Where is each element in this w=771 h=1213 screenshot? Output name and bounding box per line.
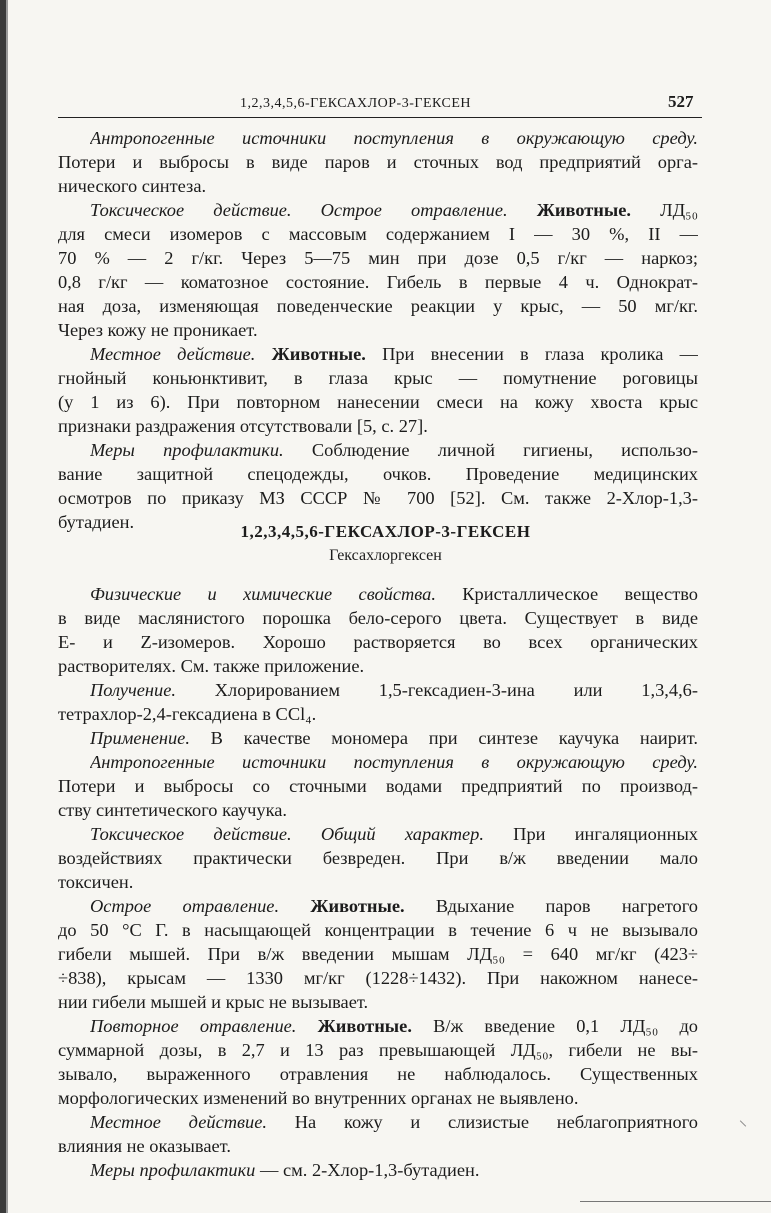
entry-synonym: Гексахлоргексен: [329, 547, 442, 564]
label-anthropogenic-sources: Антропогенные источники поступления в окружающую среду.: [90, 752, 698, 772]
text-line: тетрахлор-2,4-гексадиена в CCl₄.: [58, 704, 317, 724]
paragraph-local-action-2: [90, 1110, 698, 1134]
text-run: — см. 2-Хлор-1,3-бутадиен.: [255, 1160, 480, 1180]
label-acute-poisoning: Острое отравление.: [90, 896, 280, 916]
running-header-title: 1,2,3,4,5,6-ГЕКСАХЛОР-3-ГЕКСЕН: [240, 96, 472, 111]
page-number: 527: [668, 92, 694, 111]
text-run: Вдыхание паров нагретого: [404, 896, 698, 916]
paragraph-preparation: [90, 678, 698, 702]
text-line: бутадиен.: [58, 512, 135, 532]
header-rule: [58, 117, 702, 118]
text-run: В качестве мономера при синтезе каучука наирит.: [189, 728, 698, 748]
text-line: осмотров по приказу МЗ СССР № 700 [52]. См. также 2-Хлор-1,3-: [58, 488, 698, 508]
label-toxic-general: Токсическое действие. Общий характер.: [90, 824, 484, 844]
paragraph-repeated-poisoning: [90, 1014, 698, 1038]
text-line: растворителях. См. также приложение.: [58, 656, 365, 676]
label-toxic-action: Токсическое действие. Острое отравление.: [90, 200, 508, 220]
label-anthropogenic-sources: Антропогенные источники поступления в окружающую среду.: [90, 128, 698, 148]
text-run: Соблюдение личной гигиены, использо-: [283, 440, 698, 460]
text-line: зывало, выраженного отравления не наблюдалось. Существенных: [58, 1064, 698, 1084]
text-line: в виде маслянистого порошка бело-серого цвета. Существует в виде: [58, 608, 698, 628]
text-line: Потери и выбросы в виде паров и сточных вод предприятий орга-: [58, 152, 698, 172]
text-run: Хлорированием 1,5-гексадиен-3-ина или 1,3,4,6-: [175, 680, 698, 700]
text-line: Через кожу не проникает.: [58, 320, 258, 340]
paragraph-prevention-2: [90, 1158, 698, 1182]
text-line: гибели мышей. При в/ж введении мышам ЛД₅₀ = 640 мг/кг (423÷: [58, 944, 698, 964]
text-line: (у 1 из 6). При повторном нанесении смеси на кожу хвоста крыс: [58, 392, 698, 412]
paragraph-toxic-action: [90, 198, 698, 222]
label-animals: Животные.: [310, 896, 405, 916]
text-line: E- и Z-изомеров. Хорошо растворяется во всех органических: [58, 632, 698, 652]
text-line: 70 % — 2 г/кг. Через 5—75 мин при дозе 0,5 г/кг — наркоз;: [58, 248, 698, 268]
text-line: суммарной дозы, в 2,7 и 13 раз превышающей ЛД₅₀, гибели не вы-: [58, 1040, 698, 1060]
paragraph-toxic-general: [90, 822, 698, 846]
text-run: При ингаляционных: [483, 824, 698, 844]
label-local-action: Местное действие.: [90, 344, 256, 364]
page-binding-shadow: [6, 0, 8, 1213]
text-line: до 50 °C Г. в насыщающей концентрации в течение 6 ч не вызывало: [58, 920, 698, 940]
paragraph-acute-poisoning: [90, 894, 698, 918]
text-line: ству синтетического каучука.: [58, 800, 288, 820]
label-repeated-poisoning: Повторное отравление.: [90, 1016, 297, 1036]
text-line: нии гибели мышей и крыс не вызывает.: [58, 992, 369, 1012]
label-application: Применение.: [90, 728, 190, 748]
text-line: для смеси изомеров с массовым содержанием I — 30 %, II —: [58, 224, 698, 244]
text-line: ная доза, изменяющая поведенческие реакции у крыс, — 50 мг/кг.: [58, 296, 698, 316]
text-line: воздействиях практически безвреден. При в/ж введении мало: [58, 848, 698, 868]
bottom-edge-line: [580, 1201, 771, 1202]
paragraph-application: [90, 726, 698, 750]
paragraph-local-action: [90, 342, 698, 366]
text-line: Потери и выбросы со сточными водами предприятий по производ-: [58, 776, 698, 796]
text-line: нического синтеза.: [58, 176, 207, 196]
label-physical-properties: Физические и химические свойства.: [90, 584, 436, 604]
paragraph-physical-properties: [90, 582, 698, 606]
paragraph-anthropogenic-sources-2: [90, 750, 698, 774]
label-local-action: Местное действие.: [90, 1112, 267, 1132]
paragraph-anthropogenic-sources: [90, 126, 698, 150]
scan-mark: [740, 1120, 746, 1126]
label-preparation: Получение.: [90, 680, 176, 700]
text-run: При внесении в глаза кролика —: [365, 344, 698, 364]
label-animals: Животные.: [536, 200, 632, 220]
entry-title: 1,2,3,4,5,6-ГЕКСАХЛОР-3-ГЕКСЕН: [240, 522, 531, 541]
text-line: токсичен.: [58, 872, 134, 892]
text-line: влияния не оказывает.: [58, 1136, 231, 1156]
label-prevention: Меры профилактики.: [90, 440, 284, 460]
text-run: В/ж введение 0,1 ЛД₅₀ до: [411, 1016, 698, 1036]
text-line: морфологических изменений во внутренних органах не выявлено.: [58, 1088, 579, 1108]
text-line: признаки раздражения отсутствовали [5, с. 27].: [58, 416, 428, 436]
text-run: ЛД₅₀: [631, 200, 698, 220]
text-run: На кожу и слизистые неблагоприятного: [266, 1112, 698, 1132]
text-line: ÷838), крысам — 1330 мг/кг (1228÷1432). При накожном нанесе-: [58, 968, 698, 988]
text-line: гнойный коньюнктивит, в глаза крыс — помутнение роговицы: [58, 368, 698, 388]
text-line: вание защитной спецодежды, очков. Проведение медицинских: [58, 464, 698, 484]
label-animals: Животные.: [271, 344, 366, 364]
label-prevention: Меры профилактики: [90, 1160, 256, 1180]
text-run: Кристаллическое вещество: [435, 584, 698, 604]
label-animals: Животные.: [317, 1016, 412, 1036]
paragraph-prevention: [90, 438, 698, 462]
text-line: 0,8 г/кг — коматозное состояние. Гибель в первые 4 ч. Однократ-: [58, 272, 698, 292]
